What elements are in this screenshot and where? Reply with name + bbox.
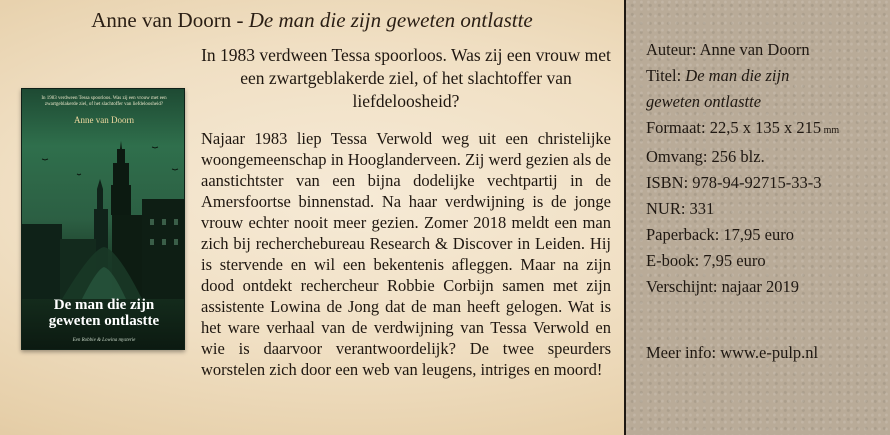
cover-author: Anne van Doorn <box>74 115 134 125</box>
cover-tagline: In 1983 verdween Tessa spoorloos. Was zij een vrouw met een zwartgeblakerde ziel, of het slachtoffer van liefdeloosheid? <box>41 96 167 107</box>
spec-titel-label: Titel: <box>646 66 686 85</box>
page-title <box>0 8 624 33</box>
spec-formaat <box>646 115 886 144</box>
spec-nur: NUR: 331 <box>646 199 715 218</box>
spec-paperback: Paperback: 17,95 euro <box>646 225 794 244</box>
title-author: Anne van Doorn <box>91 8 232 32</box>
spec-titel-value-1: De man die zijn <box>685 66 790 85</box>
spec-isbn: ISBN: 978-94-92715-33-3 <box>646 173 822 192</box>
description-text: Najaar 1983 liep Tessa Verwold weg uit een christelijke woongemeenschap in Hooglanderveen. Zij werd gezien als de aanstichtster van een bijna dodelijke vechtpartij in de Amersfoortse binnenstad. Na haar verdwijning is de jonge vrouw echter nooit meer gezien. Zomer 2018 meldt een man zich bij recherchebureau Research & Discover in Leiden. Hij is stervende en wil een bekentenis afleggen. Maar na zijn dood ontdekt rechercheur Robbie Corbijn samen met zijn assistente Lowina de Jong dat de man heeft gelogen. Wat is het ware verhaal van de verdwijning van Tessa Verwold en wie is daarvoor verantwoordelijk? De twee speurders worstelen zich door een web van leugens, intriges en moord! <box>201 129 611 379</box>
spec-auteur: Auteur: Anne van Doorn <box>646 40 810 59</box>
title-separator: - <box>231 8 249 32</box>
spec-verschijnt: Verschijnt: najaar 2019 <box>646 277 800 296</box>
cover-title-line2: geweten ontlastte <box>48 313 160 329</box>
spec-titel-value-2: geweten ontlastte <box>646 92 762 111</box>
specs-sidebar <box>624 0 890 435</box>
spec-formaat-unit: mm <box>821 125 840 136</box>
title-book: De man die zijn geweten ontlastte <box>248 8 533 32</box>
spec-omvang: Omvang: 256 blz. <box>646 147 765 166</box>
spec-formaat-value: Formaat: 22,5 x 135 x 215 <box>646 118 822 137</box>
cover-skyline-illustration <box>22 129 185 299</box>
cover-title <box>22 297 185 329</box>
cover-series: Een Robbie & Lowina mysterie <box>72 338 136 343</box>
spec-titel <box>646 63 886 89</box>
specs-list <box>646 37 886 300</box>
intro-text: In 1983 verdween Tessa spoorloos. Was zij een vrouw met een zwartgeblakerde ziel, of het slachtoffer van liefdeloosheid? <box>201 45 611 111</box>
cover-title-line1: De man die zijn <box>53 297 155 313</box>
book-cover-image <box>21 88 185 350</box>
more-info-link[interactable]: Meer info: www.e-pulp.nl <box>646 343 819 362</box>
spec-ebook: E-book: 7,95 euro <box>646 251 766 270</box>
